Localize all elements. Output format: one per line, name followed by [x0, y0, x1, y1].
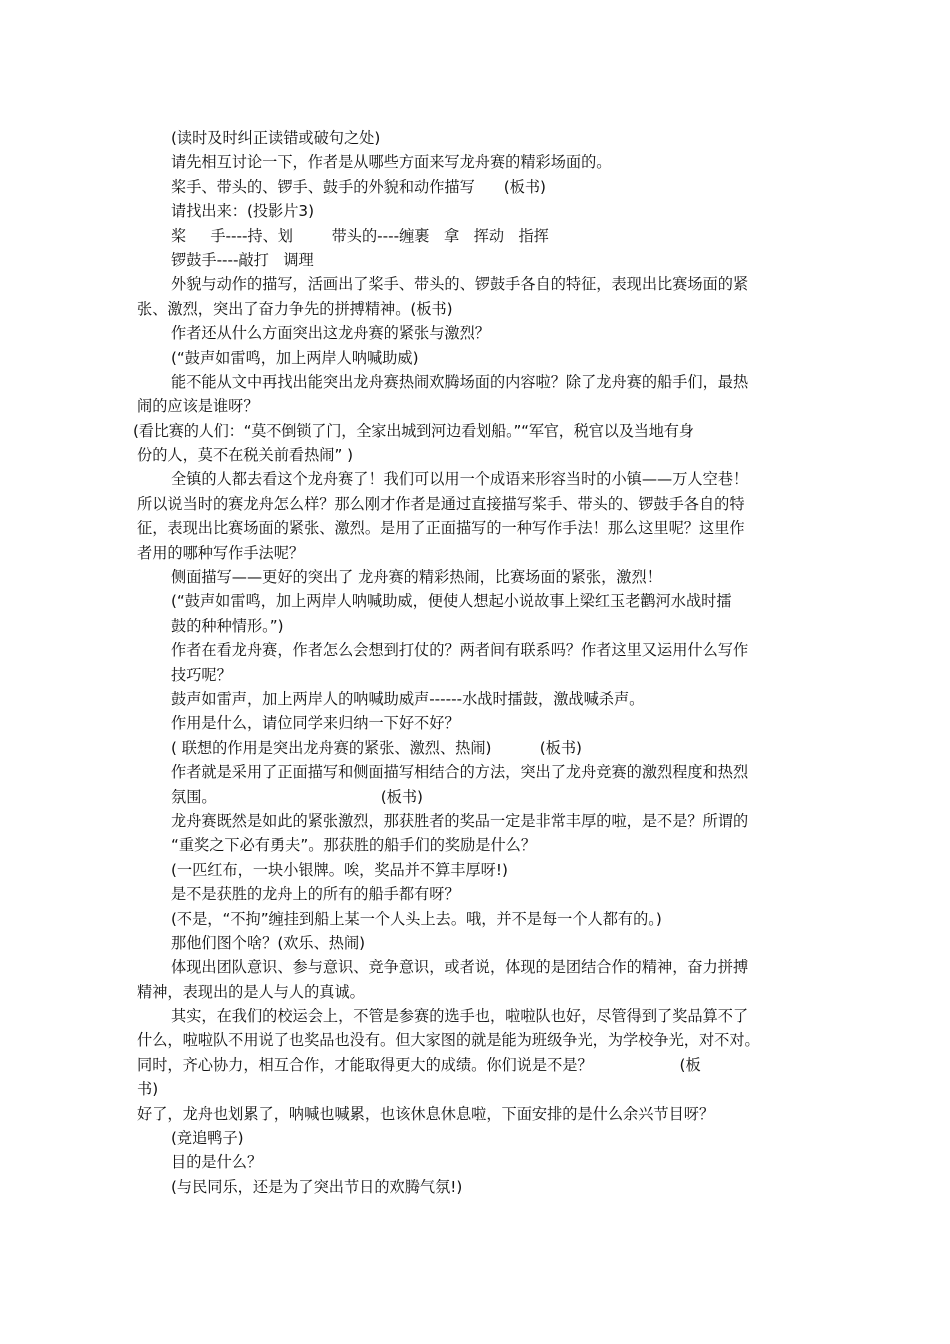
text-line: 请先相互讨论一下，作者是从哪些方面来写龙舟赛的精彩场面的。	[171, 153, 612, 172]
text-line: 是不是获胜的龙舟上的所有的船手都有呀？	[171, 885, 460, 904]
text-line: 外貌与动作的描写，活画出了桨手、带头的、锣鼓手各自的特征，表现出比赛场面的紧	[171, 275, 749, 294]
text-line: 闹的应该是谁呀？	[137, 397, 259, 416]
text-line: 其实，在我们的校运会上，不管是参赛的选手也，啦啦队也好，尽管得到了奖品算不了	[171, 1007, 749, 1026]
text-line: 能不能从文中再找出能突出龙舟赛热闹欢腾场面的内容啦？除了龙舟赛的船手们，最热	[171, 372, 749, 391]
text-line: 作者在看龙舟赛，作者怎么会想到打仗的？两者间有联系吗？作者这里又运用什么写作	[171, 641, 749, 660]
text-line: 作者还从什么方面突出这龙舟赛的紧张与激烈？	[171, 324, 490, 343]
text-line: 精神，表现出的是人与人的真诚。	[137, 982, 365, 1001]
text-line: 者用的哪种写作手法呢？	[137, 543, 305, 562]
text-line: 体现出团队意识、参与意识、竞争意识，或者说，体现的是团结合作的精神，奋力拼搏	[171, 958, 749, 977]
text-line: (“鼓声如雷鸣，加上两岸人呐喊助威)	[171, 348, 419, 367]
text-line: 作用是什么，请位同学来归纳一下好不好？	[171, 714, 460, 733]
text-line: ( 联想的作用是突出龙舟赛的紧张、激烈、热闹) (板书)	[171, 738, 582, 757]
text-line: 征，表现出比赛场面的紧张、激烈。是用了正面描写的一种写作手法！那么这里呢？这里作	[137, 519, 745, 538]
text-line: 那他们图个啥？(欢乐、热闹)	[171, 933, 366, 952]
text-line: 全镇的人都去看这个龙舟赛了！我们可以用一个成语来形容当时的小镇——万人空巷！	[171, 470, 749, 489]
text-line: 锣鼓手----敲打 调理	[171, 250, 314, 269]
text-line: 桨手、带头的、锣手、鼓手的外貌和动作描写 (板书)	[171, 177, 546, 196]
text-line: 技巧呢？	[171, 665, 232, 684]
text-line: 请找出来：(投影片3)	[171, 202, 315, 221]
text-line: 鼓的种种情形。”)	[171, 616, 284, 635]
text-line: (读时及时纠正读错或破句之处)	[171, 129, 381, 147]
text-line: (“鼓声如雷鸣，加上两岸人呐喊助威，便使人想起小说故事上梁红玉老鹳河水战时擂	[171, 592, 732, 611]
text-line: 鼓声如雷声，加上两岸人的呐喊助威声------水战时擂鼓，激战喊杀声。	[171, 689, 645, 708]
text-line: “重奖之下必有勇夫”。那获胜的船手们的奖励是什么？	[171, 836, 537, 855]
text-line: 目的是什么？	[171, 1153, 263, 1172]
text-line: 好了，龙舟也划累了，呐喊也喊累，也该休息休息啦，下面安排的是什么余兴节目呀？	[137, 1104, 715, 1123]
text-line: (与民同乐，还是为了突出节日的欢腾气氛!)	[171, 1177, 463, 1196]
text-line: (不是，“不拘”缠挂到船上某一个人头上去。哦，并不是每一个人都有的。)	[171, 909, 662, 928]
text-line: 所以说当时的赛龙舟怎么样？那么刚才作者是通过直接描写桨手、带头的、锣鼓手各自的特	[137, 494, 745, 513]
text-line: 什么，啦啦队不用说了也奖品也没有。但大家图的就是能为班级争光，为学校争光，对不对。	[137, 1031, 760, 1050]
text-line: 份的人，莫不在税关前看热闹” )	[137, 446, 354, 465]
text-line: 桨 手----持、划 带头的----缠裹 拿 挥动 指挥	[171, 226, 549, 245]
text-line: (竞追鸭子)	[171, 1129, 244, 1148]
text-line: 作者就是采用了正面描写和侧面描写相结合的方法，突出了龙舟竞赛的激烈程度和热烈	[171, 763, 749, 782]
text-line: 书)	[137, 1080, 159, 1099]
text-line: 张、激烈，突出了奋力争先的拼搏精神。(板书)	[137, 299, 453, 318]
document-body	[133, 126, 817, 1199]
text-line: (一匹红布，一块小银牌。唉，奖品并不算丰厚呀!)	[171, 860, 508, 879]
text-line: (看比赛的人们：“莫不倒锁了门，全家出城到河边看划船。”“军官，税官以及当地有身	[133, 421, 694, 440]
text-line: 同时，齐心协力，相互合作，才能取得更大的成绩。你们说是不是？ (板	[137, 1055, 701, 1074]
text-line: 氛围。 (板书)	[171, 787, 423, 806]
text-line: 龙舟赛既然是如此的紧张激烈，那获胜者的奖品一定是非常丰厚的啦，是不是？所谓的	[171, 811, 749, 830]
text-line: 侧面描写——更好的突出了 龙舟赛的精彩热闹，比赛场面的紧张，激烈！	[171, 568, 662, 587]
